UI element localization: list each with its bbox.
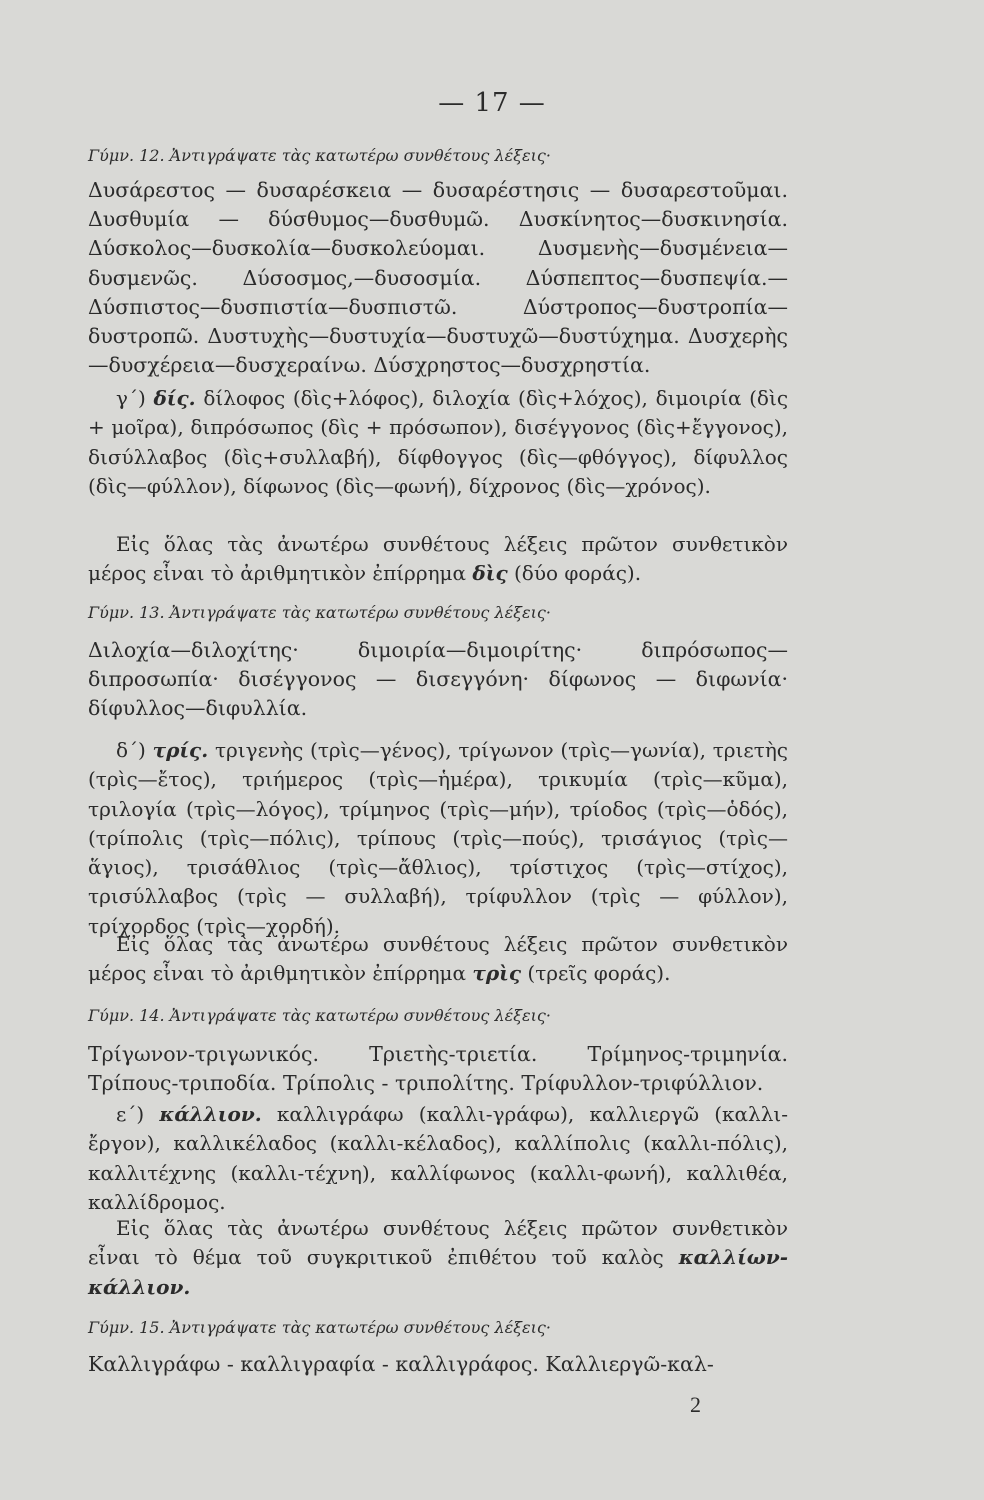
section-epsilon-summary-keyword: καλλίων-κάλλιον.: [88, 1245, 789, 1299]
exercise-13-words: Διλοχία—διλοχίτης· διμοιρία—διμοιρίτης· διπρόσωπος—διπροσωπία· δισέγγονος — δισεγγόνη· δίφωνος — διφωνία· δίφυλλος—διφυλλία.: [88, 638, 788, 721]
section-epsilon-summary-text: Εἰς ὅλας τὰς ἀνωτέρω συνθέτους λέξεις πρῶτον συνθετικὸν εἶναι τὸ θέμα τοῦ συγκριτικοῦ ἐπιθέτου τοῦ καλὸς: [88, 1216, 788, 1270]
section-epsilon-summary: [88, 1214, 788, 1302]
section-epsilon-keyword: κάλλιον.: [159, 1102, 262, 1126]
exercise-14-label: Γύμν. 14.: [88, 1006, 165, 1025]
exercise-12-label: Γύμν. 12.: [88, 146, 165, 165]
section-delta-summary: [88, 930, 788, 989]
section-delta-summary-end: (τρεῖς φοράς).: [527, 961, 671, 986]
exercise-13-instruction: Ἀντιγράψατε τὰς κατωτέρω συνθέτους λέξεις·: [169, 603, 551, 622]
section-delta-summary-text: Εἰς ὅλας τὰς ἀνωτέρω συνθέτους λέξεις πρῶτον συνθετικὸν μέρος εἶναι τὸ ἀριθμητικὸν ἐπίρρημα: [88, 932, 788, 986]
exercise-12-instruction: Ἀντιγράψατε τὰς κατωτέρω συνθέτους λέξεις·: [169, 146, 551, 165]
section-epsilon-paragraph: [88, 1100, 788, 1217]
section-delta-summary-keyword: τρὶς: [472, 961, 522, 986]
exercise-14-header: [88, 1006, 788, 1025]
signature-mark: 2: [690, 1392, 701, 1417]
exercise-13-label: Γύμν. 13.: [88, 603, 165, 622]
section-epsilon-marker: ε´): [116, 1102, 145, 1126]
section-gamma-summary-end: (δύο φοράς).: [513, 561, 642, 586]
exercise-12-header: [88, 146, 788, 165]
section-delta-paragraph: [88, 736, 788, 941]
section-delta-body: τριγενὴς (τρὶς—γένος), τρίγωνον (τρὶς—γωνία), τριετὴς (τρὶς—ἔτος), τριήμερος (τρὶς—ἡμέρα), τρικυμία (τρὶς—κῦμα), τριλογία (τρὶς—λόγος), τρίμηνος (τρὶς—μήν), τρίοδος (τρὶς—ὁδός), (τρίπολις (τρὶς—πόλις), τρίπους (τρὶς—πούς), τρισάγιος (τρὶς—ἅγιος), τρισάθλιος (τρὶς—ἄθλιος), τρίστιχος (τρὶς—στίχος), τρισύλλαβος (τρὶς — συλλαβή), τρίφυλλον (τρὶς — φύλλον), τρίχορδος (τρὶς—χορδή).: [88, 738, 789, 938]
exercise-15-instruction: Ἀντιγράψατε τὰς κατωτέρω συνθέτους λέξεις·: [169, 1318, 551, 1337]
section-gamma-marker: γ´): [116, 386, 146, 410]
exercise-14-instruction: Ἀντιγράψατε τὰς κατωτέρω συνθέτους λέξεις·: [169, 1006, 551, 1025]
section-gamma-body: δίλοφος (δὶς+λόφος), διλοχία (δὶς+λόχος), διμοιρία (δὶς + μοῖρα), διπρόσωπος (δὶς + πρόσωπον), δισέγγονος (δὶς+ἔγγονος), δισύλλαβος (δὶς+συλλαβή), δίφθογγος (δὶς—φθόγγος), δίφυλλος (δὶς—φύλλον), δίφωνος (δὶς—φωνή), δίχρονος (δὶς—χρόνος).: [88, 386, 789, 498]
exercise-12-words: Δυσάρεστος — δυσαρέσκεια — δυσαρέστησις — δυσαρεστοῦμαι. Δυσθυμία — δύσθυμος—δυσθυμῶ. Δυσκίνητος—δυσκινησία. Δύσκολος—δυσκολία—δυσκολεύομαι. Δυσμενὴς—δυσμένεια—δυσμενῶς. Δύσοσμος,—δυσοσμία. Δύσπεπτος—δυσπεψία.—Δύσπιστος—δυσπιστία—δυσπιστῶ. Δύστροπος—δυστροπία—δυστροπῶ. Δυστυχὴς—δυστυχία—δυστυχῶ—δυστύχημα. Δυσχερὴς—δυσχέρεια—δυσχεραίνω. Δύσχρηστος—δυσχρηστία.: [88, 178, 788, 378]
section-delta-marker: δ´): [116, 738, 146, 762]
section-gamma-paragraph: [88, 384, 788, 501]
section-gamma-keyword: δίς.: [153, 386, 196, 410]
section-delta-keyword: τρίς.: [152, 738, 209, 762]
section-gamma-summary: [88, 530, 788, 589]
exercise-15-words: Καλλιγράφω - καλλιγραφία - καλλιγράφος. Καλλιεργῶ-καλ-: [88, 1352, 714, 1376]
exercise-15-header: [88, 1318, 788, 1337]
exercise-14-words: Τρίγωνον-τριγωνικός. Τριετὴς-τριετία. Τρίμηνος-τριμηνία. Τρίπους-τριποδία. Τρίπολις - τριπολίτης. Τρίφυλλον-τριφύλλιον.: [88, 1042, 788, 1096]
section-epsilon-body: καλλιγράφω (καλλι-γράφω), καλλιεργῶ (καλλι-ἔργον), καλλικέλαδος (καλλι-κέλαδος), καλλίπολις (καλλι-πόλις), καλλιτέχνης (καλλι-τέχνη), καλλίφωνος (καλλι-φωνή), καλλιθέα, καλλίδρομος.: [88, 1102, 788, 1214]
section-gamma-summary-keyword: δὶς: [472, 561, 508, 586]
section-gamma-summary-text: Εἰς ὅλας τὰς ἀνωτέρω συνθέτους λέξεις πρῶτον συνθετικὸν μέρος εἶναι τὸ ἀριθμητικὸν ἐπίρρημα: [88, 532, 788, 586]
exercise-15-label: Γύμν. 15.: [88, 1318, 165, 1337]
exercise-13-header: [88, 603, 788, 622]
page-number: — 17 —: [438, 88, 546, 118]
